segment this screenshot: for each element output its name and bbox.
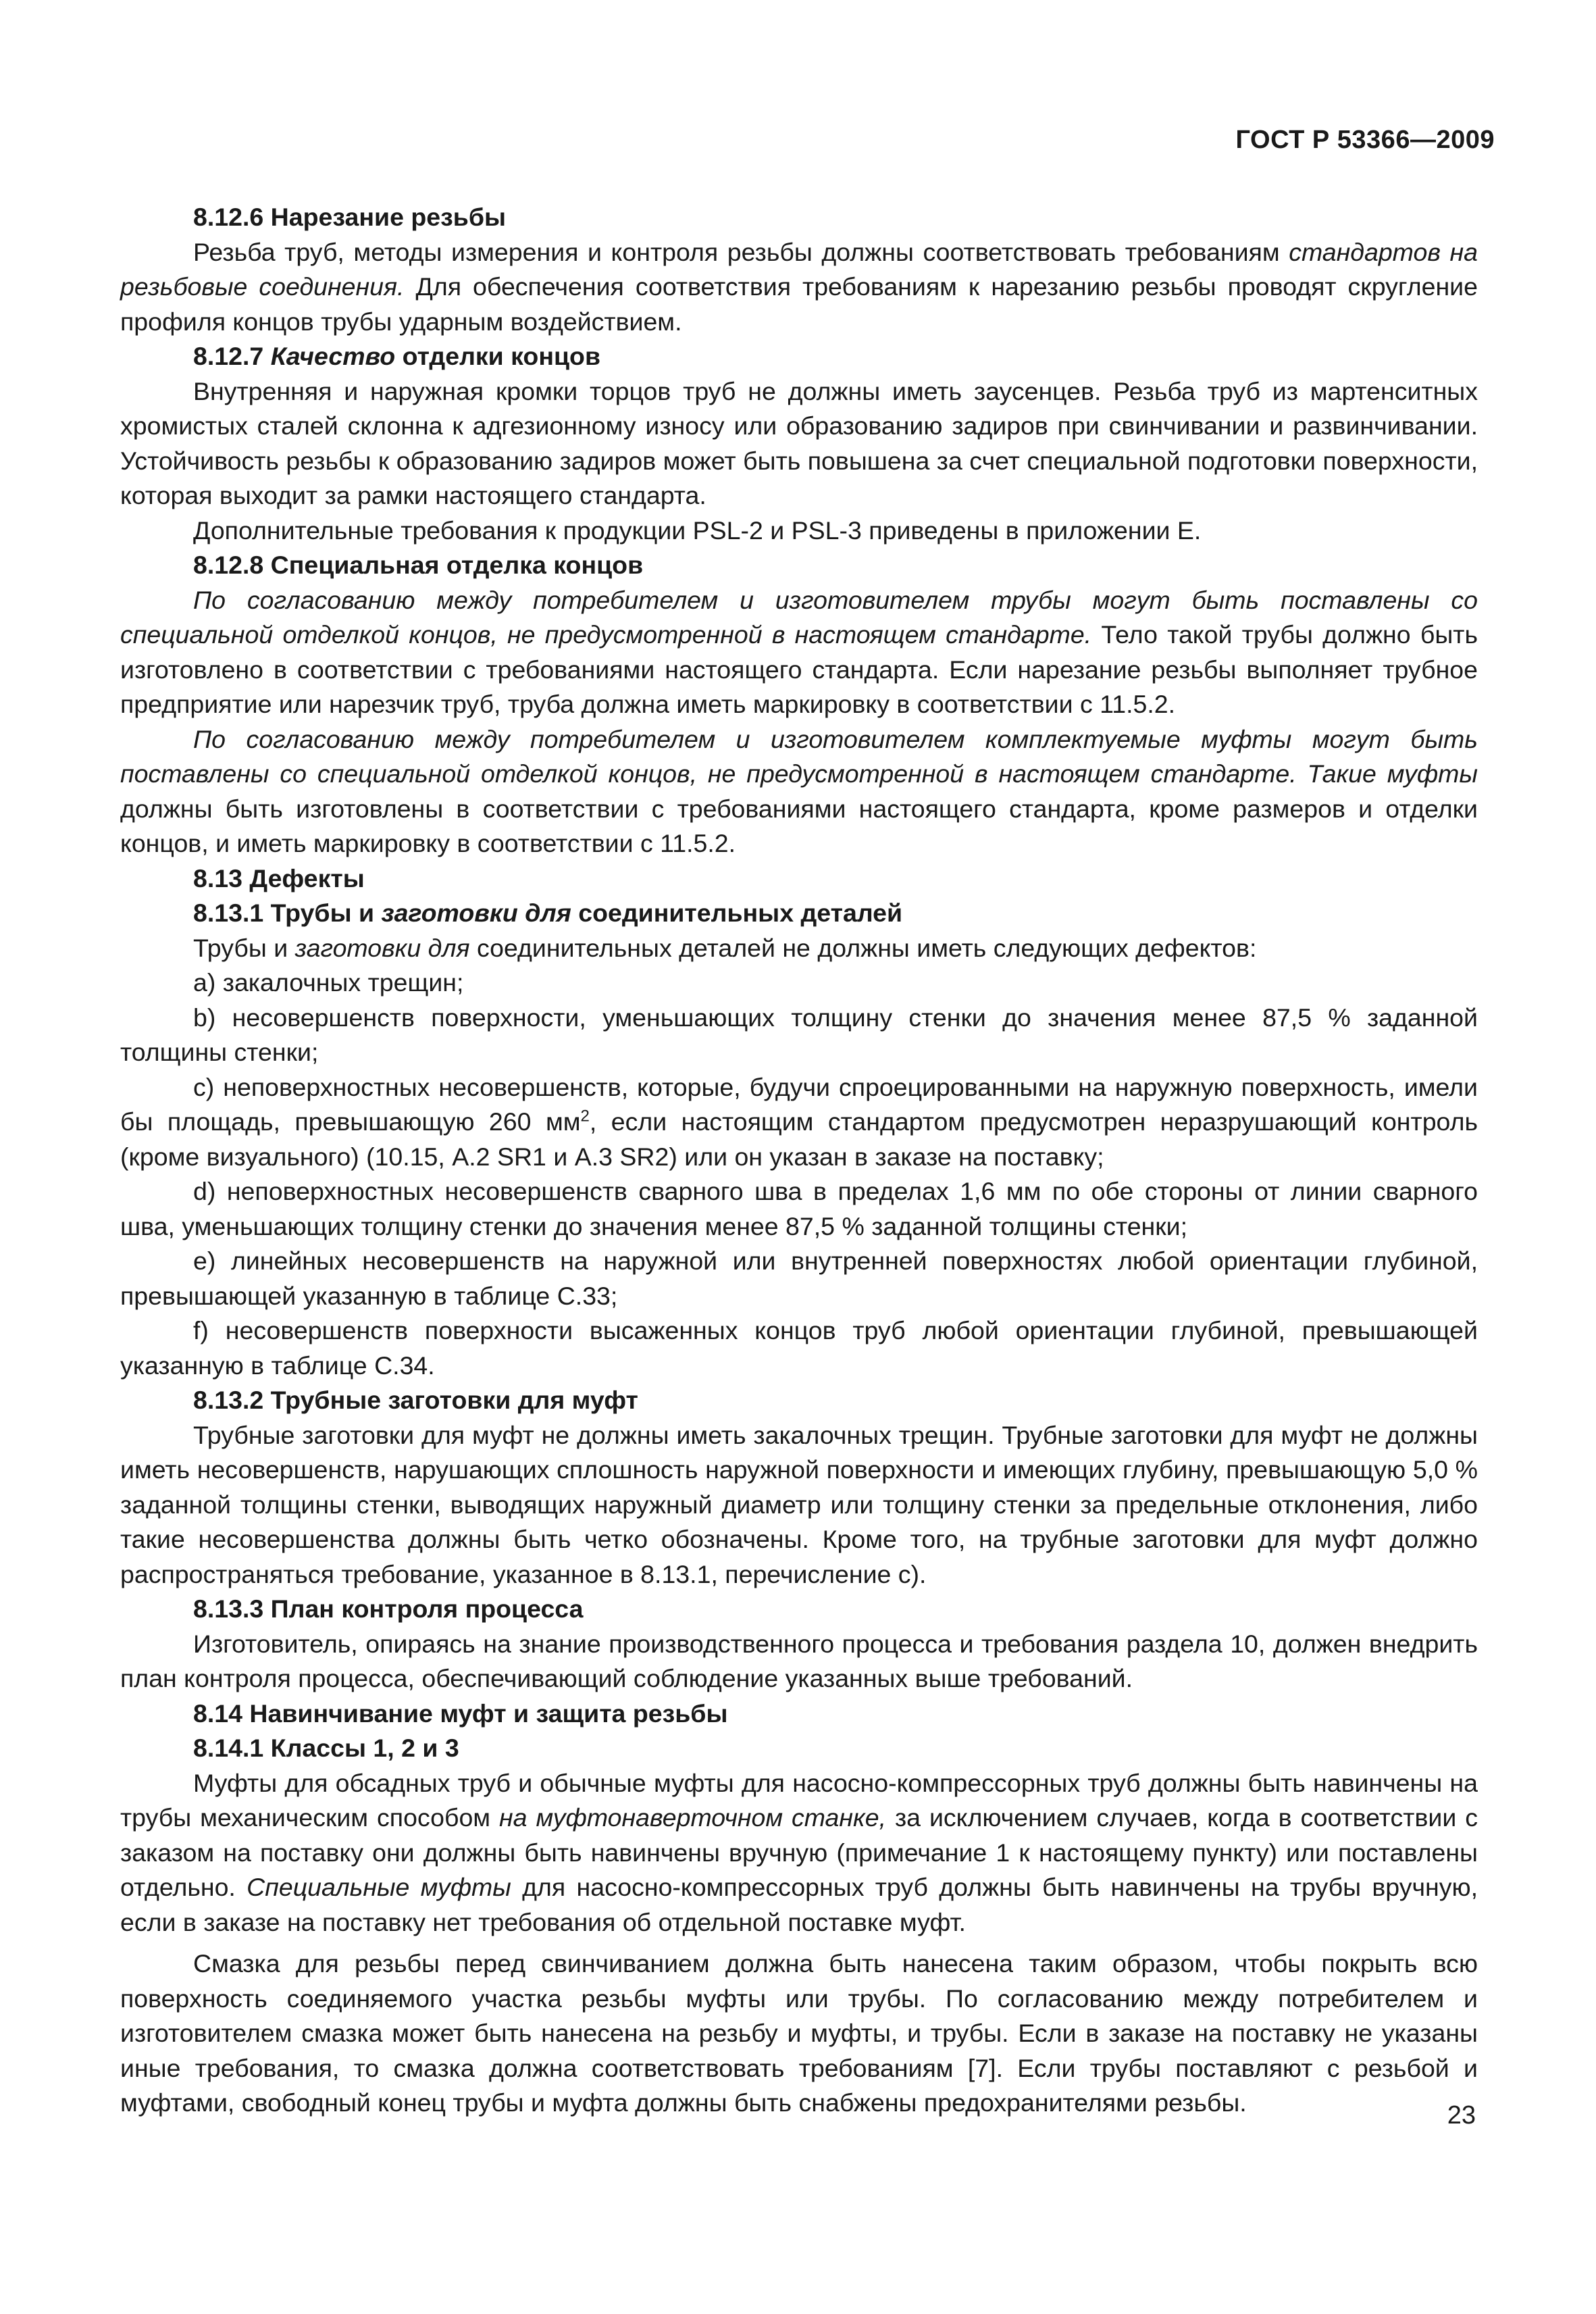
italic-text: заготовки для — [381, 899, 571, 927]
paragraph: f) несовершенств поверхности высаженных концов труб любой ориентации глубиной, превышающей указанную в таблице C.34. — [120, 1316, 1478, 1380]
paragraph — [120, 583, 1478, 722]
text-run: Тело такой трубы должно быть изготовлено в соответствии с требованиями настоящего стандарта. Если нарезание резьбы выполняет трубное предприятие или нарезчик труб, труба должна иметь маркировку в соответствии с 11.5.2. — [120, 620, 1478, 718]
paragraph: Смазка для резьбы перед свинчиванием должна быть нанесена таким образом, чтобы покрыть всю поверхность соединяемого участка резьбы муфты или трубы. По согласованию между потребителем и изготовителем смазка может быть нанесена на резьбу и муфты, и трубы. Если в заказе на поставку не указаны иные требования, то смазка должна соответствовать требованиям [7]. Если трубы поставляют с резьбой и муфтами, свободный конец трубы и муфта должны быть снабжены предохранителями резьбы. — [120, 1949, 1478, 2117]
paragraph: Внутренняя и наружная кромки торцов труб не должны иметь заусенцев. Резьба труб из мартенситных хромистых сталей склонна к адгезионному износу или образованию задиров при свинчивании и развинчивании. Устойчивость резьбы к образованию задиров может быть повышена за счет специальной подготовки поверхности, которая выходит за рамки настоящего стандарта. — [120, 376, 1478, 509]
superscript: 2 — [580, 1107, 590, 1126]
section-heading: 8.12.8 Специальная отделка концов — [193, 551, 644, 579]
text-run: соединительных деталей не должны иметь следующих дефектов: — [469, 933, 1257, 962]
paragraph — [120, 931, 1478, 966]
paragraph: a) закалочных трещин; — [193, 968, 464, 997]
text-run: 8.13.1 Трубы и — [193, 899, 382, 927]
text-run: Трубы и — [193, 933, 295, 962]
paragraph — [120, 1766, 1478, 1940]
section-heading — [120, 896, 1478, 931]
text-run: соединительных деталей — [571, 899, 903, 927]
text-run: Резьба труб, методы измерения и контроля резьбы должны соответствовать требованиям — [193, 237, 1289, 266]
italic-text: По согласованию между потребителем и изготовителем комплектуемые муфты могут быть поставлены со специальной отделкой концов, не предусмотренной в настоящем стандарте. Такие муфты — [120, 724, 1478, 788]
document-id-header: ГОСТ Р 53366—2009 — [1235, 126, 1495, 154]
paragraph: Изготовитель, опираясь на знание производственного процесса и требования раздела 10, должен внедрить план контроля процесса, обеспечивающий соблюдение указанных выше требований. — [120, 1629, 1478, 1692]
document-body — [120, 200, 1478, 2121]
paragraph — [120, 235, 1478, 340]
text-run: c) неповерхностных несовершенств, которые, будучи спроецированными на наружную поверхность, имели бы площадь, превышающую 260 мм — [120, 1072, 1478, 1136]
text-run: за исключением случаев, когда в соответствии с заказом на поставку они должны быть навинчены вручную (примечание 1 к настоящему пункту) или поставлены отдельно. — [120, 1803, 1478, 1901]
text-run: , если настоящим стандартом предусмотрен неразрушающий контроль (кроме визуального) (10.15, A.2 SR1 и A.3 SR2) или он указан в заказе на поставку; — [120, 1107, 1478, 1171]
text-run: для насосно-компрессорных труб должны быть навинчены на трубы вручную, если в заказе на поставку нет требования об отдельной поставке муфт. — [120, 1873, 1478, 1936]
section-heading — [120, 339, 1478, 374]
paragraph: Трубные заготовки для муфт не должны иметь закалочных трещин. Трубные заготовки для муфт не должны иметь несовершенств, нарушающих сплошность наружной поверхности и имеющих глубину, превышающую 5,0 % заданной толщины стенки, выводящих наружный диаметр или толщину стенки за предельные отклонения, либо такие несовершенства должны быть четко обозначены. Кроме того, на трубные заготовки для муфт должно распространяться требование, указанное в 8.13.1, перечисление c). — [120, 1420, 1478, 1588]
paragraph — [120, 722, 1478, 861]
section-heading: 8.12.6 Нарезание резьбы — [193, 203, 507, 231]
italic-text: Качество — [270, 342, 396, 370]
text-run: отделки концов — [395, 342, 600, 370]
page-number: 23 — [1447, 2101, 1476, 2130]
paragraph — [120, 1070, 1478, 1175]
paragraph: e) линейных несовершенств на наружной или внутренней поверхностях любой ориентации глубиной, превышающей указанную в таблице C.33; — [120, 1247, 1478, 1310]
section-heading: 8.14.1 Классы 1, 2 и 3 — [193, 1734, 459, 1762]
italic-text: По согласованию между потребителем и изготовителем трубы могут быть поставлены со специальной отделкой концов, не предусмотренной в настоящем стандарте. — [120, 585, 1478, 649]
text-run: 8.12.7 — [193, 342, 271, 370]
paragraph: Дополнительные требования к продукции PSL-2 и PSL-3 приведены в приложении E. — [193, 515, 1202, 545]
text-run: Муфты для обсадных труб и обычные муфты для насосно-компрессорных труб должны быть навинчены на трубы механическим способом — [120, 1768, 1478, 1832]
text-run: Для обеспечения соответствия требованиям к нарезанию резьбы проводят скругление профиля концов трубы ударным воздействием. — [120, 272, 1478, 336]
italic-text: стандартов на резьбовые соединения. — [120, 237, 1478, 301]
section-heading: 8.13.3 План контроля процесса — [193, 1594, 584, 1623]
italic-text: заготовки для — [294, 933, 470, 962]
section-heading: 8.13 Дефекты — [193, 863, 365, 892]
section-heading: 8.13.2 Трубные заготовки для муфт — [193, 1386, 638, 1414]
section-heading: 8.14 Навинчивание муфт и защита резьбы — [193, 1699, 728, 1728]
paragraph: d) неповерхностных несовершенств сварного шва в пределах 1,6 мм по обе стороны от линии сварного шва, уменьшающих толщину стенки до значения менее 87,5 % заданной толщины стенки; — [120, 1177, 1478, 1240]
text-run: должны быть изготовлены в соответствии с требованиями настоящего стандарта, кроме размеров и отделки концов, и иметь маркировку в соответствии с 11.5.2. — [120, 794, 1478, 857]
italic-text: Специальные муфты — [247, 1873, 511, 1901]
italic-text: на муфтонаверточном станке, — [499, 1803, 887, 1832]
paragraph: b) несовершенств поверхности, уменьшающих толщину стенки до значения менее 87,5 % заданной толщины стенки; — [120, 1003, 1478, 1066]
